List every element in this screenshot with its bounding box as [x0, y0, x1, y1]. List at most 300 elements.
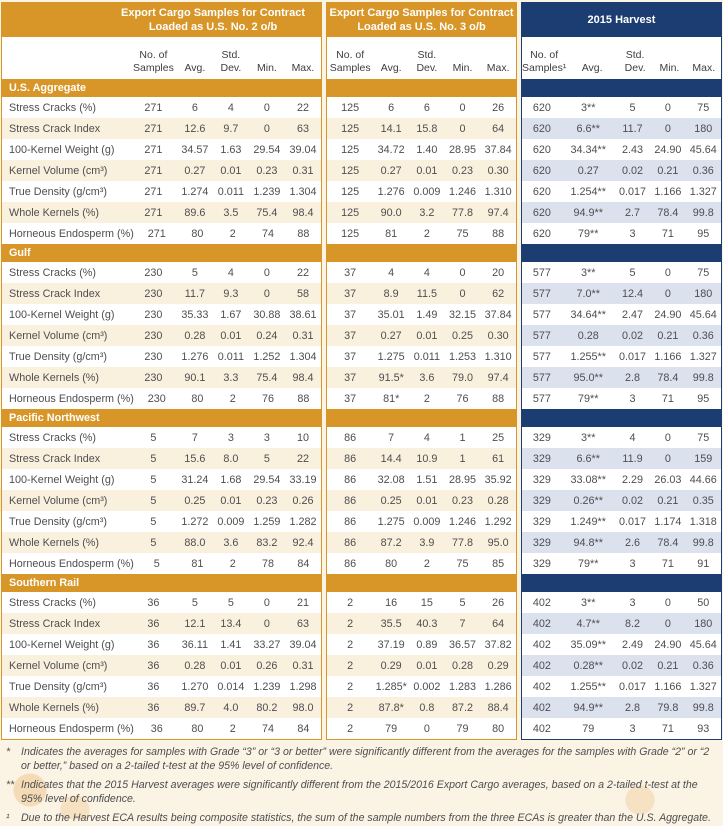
column-header-samples	[130, 49, 177, 75]
cell-samples: 329	[532, 452, 551, 465]
section-title: Southern Rail	[9, 577, 80, 589]
cell-std-dev: 1.63	[220, 143, 242, 156]
cell-max: 88	[492, 392, 505, 405]
cell-min: 0.21	[657, 494, 679, 507]
cell-samples: 86	[344, 515, 357, 528]
cell-max: 21	[296, 596, 309, 609]
row-label: Horneous Endosperm (%)	[9, 392, 134, 405]
cell-samples: 230	[147, 392, 166, 405]
row-label: Horneous Endosperm (%)	[9, 557, 134, 570]
cell-std-dev: 5	[629, 101, 636, 114]
cell-samples: 125	[341, 122, 360, 135]
cell-samples: 86	[344, 473, 357, 486]
cell-min: 87.2	[451, 701, 473, 714]
cell-avg: 37.19	[377, 638, 405, 651]
cell-std-dev: 0.01	[220, 329, 242, 342]
cell-min: 1.166	[654, 680, 682, 693]
cell-min: 30.88	[253, 308, 281, 321]
cell-min: 78	[262, 557, 275, 570]
cell-max: 1.318	[689, 515, 717, 528]
table-row	[2, 511, 321, 532]
cell-samples: 125	[341, 101, 360, 114]
cell-min: 0	[459, 266, 466, 279]
table-row	[2, 181, 321, 202]
row-label: Horneous Endosperm (%)	[9, 722, 134, 735]
table-row	[2, 118, 321, 139]
cell-std-dev: 2	[229, 227, 236, 240]
table-row	[2, 655, 321, 676]
cell-avg: 6.6**	[576, 122, 600, 135]
cell-std-dev: 11.7	[622, 122, 643, 135]
row-label: Stress Cracks (%)	[9, 101, 96, 114]
cell-std-dev: 0.014	[217, 680, 245, 693]
table-row	[522, 655, 721, 676]
cell-min: 33.27	[253, 638, 281, 651]
row-label: Whole Kernels (%)	[9, 536, 100, 549]
cell-std-dev: 1.67	[220, 308, 242, 321]
cell-min: 0	[459, 101, 466, 114]
cell-samples: 37	[344, 371, 357, 384]
cell-std-dev: 3.2	[419, 206, 435, 219]
table-row	[2, 367, 321, 388]
cell-max: 1.298	[289, 680, 317, 693]
cell-avg: 80	[385, 557, 398, 570]
table-row	[2, 160, 321, 181]
cell-min: 75	[456, 227, 469, 240]
row-label: 100-Kernel Weight (g)	[9, 308, 115, 321]
row-label: True Density (g/cm³)	[9, 515, 107, 528]
cell-avg: 1.275	[377, 515, 405, 528]
cell-samples: 125	[341, 227, 360, 240]
cell-avg: 89.6	[184, 206, 206, 219]
cell-min: 0.21	[657, 659, 679, 672]
table-row	[327, 697, 516, 718]
cell-std-dev: 0.017	[618, 350, 646, 363]
cell-max: 10	[296, 431, 309, 444]
cell-std-dev: 2	[423, 227, 430, 240]
cell-max: 95.0	[487, 536, 509, 549]
cell-samples: 37	[344, 287, 357, 300]
cell-samples: 402	[532, 659, 551, 672]
cell-max: 37.84	[484, 308, 512, 321]
cell-std-dev: 4	[227, 266, 234, 279]
cell-max: 61	[492, 452, 505, 465]
cell-min: 71	[661, 722, 674, 735]
cell-samples: 230	[144, 308, 163, 321]
column-header-text: Dev.	[624, 61, 646, 74]
cell-std-dev: 1.41	[220, 638, 242, 651]
cell-samples: 271	[144, 185, 163, 198]
column-headers	[327, 37, 516, 79]
cell-avg: 79	[385, 722, 398, 735]
cell-std-dev: 1.49	[416, 308, 438, 321]
cell-avg: 79	[582, 722, 595, 735]
cell-std-dev: 0.011	[413, 350, 440, 363]
cell-min: 71	[661, 227, 674, 240]
cell-std-dev: 3	[629, 557, 636, 570]
cell-std-dev: 2.47	[621, 308, 643, 321]
cell-max: 26	[492, 101, 505, 114]
cell-avg: 1.285*	[375, 680, 407, 693]
table-row	[2, 634, 321, 655]
cell-min: 79	[456, 722, 469, 735]
table-row	[327, 613, 516, 634]
column-header-text: Min.	[257, 61, 277, 74]
column-header-avg	[373, 62, 409, 75]
cell-min: 71	[661, 392, 674, 405]
cell-min: 0	[664, 101, 671, 114]
cell-std-dev: 0.009	[217, 515, 245, 528]
cell-samples: 37	[344, 266, 357, 279]
column-header-text: Min.	[452, 61, 473, 74]
row-label: Stress Crack Index	[9, 122, 101, 135]
table-row	[2, 202, 321, 223]
cell-min: 0	[664, 122, 671, 135]
cell-std-dev: 3	[227, 431, 234, 444]
cell-min: 0	[263, 287, 270, 300]
cell-std-dev: 2	[229, 722, 236, 735]
cell-std-dev: 2.6	[624, 536, 640, 549]
cell-min: 1.283	[448, 680, 477, 693]
cell-std-dev: 0.02	[621, 164, 643, 177]
row-label: Whole Kernels (%)	[9, 206, 100, 219]
cell-avg: 14.1	[380, 122, 402, 135]
cell-samples: 271	[144, 101, 163, 114]
cell-min: 78.4	[657, 206, 679, 219]
cell-std-dev: 0.01	[416, 659, 438, 672]
cell-avg: 7.0**	[576, 287, 600, 300]
cell-samples: 5	[153, 557, 160, 570]
cell-std-dev: 4	[423, 431, 430, 444]
column-header-text: No. of	[530, 48, 559, 61]
cell-samples: 2	[347, 722, 354, 735]
cell-samples: 402	[532, 638, 551, 651]
cell-samples: 5	[150, 536, 157, 549]
column-header-text: Max.	[692, 61, 716, 74]
column-header-text: Dev.	[220, 61, 242, 74]
cell-max: 88.4	[487, 701, 509, 714]
cell-avg: 79**	[578, 557, 599, 570]
table-row	[522, 223, 721, 244]
cell-avg: 87.2	[380, 536, 402, 549]
cell-max: 97.4	[487, 206, 509, 219]
column-header-avg	[566, 62, 618, 75]
cell-samples: 125	[341, 143, 360, 156]
table-row	[2, 448, 321, 469]
cell-min: 3	[263, 431, 270, 444]
cell-max: 99.8	[692, 206, 714, 219]
table-row	[522, 718, 721, 739]
cell-avg: 81	[385, 227, 398, 240]
cell-std-dev: 0.017	[618, 185, 646, 198]
cell-min: 0	[664, 452, 671, 465]
column-header-text: Avg.	[184, 61, 206, 74]
cell-samples: 402	[532, 617, 551, 630]
cell-min: 0	[263, 596, 270, 609]
table-row	[327, 118, 516, 139]
cell-std-dev: 0.8	[419, 701, 435, 714]
table-row	[327, 160, 516, 181]
cell-min: 24.90	[654, 308, 682, 321]
cell-min: 0	[263, 122, 270, 135]
cell-std-dev: 3.6	[419, 371, 435, 384]
cell-avg: 11.7	[184, 287, 205, 300]
cell-min: 1.239	[253, 680, 281, 693]
column-header-text: Max.	[291, 61, 315, 74]
cell-avg: 79**	[578, 392, 599, 405]
table-row	[2, 532, 321, 553]
cell-std-dev: 2.43	[621, 143, 643, 156]
cell-std-dev: 0.011	[217, 350, 244, 363]
row-label: 100-Kernel Weight (g)	[9, 473, 115, 486]
cell-avg: 7	[191, 431, 198, 444]
cell-std-dev: 9.3	[223, 287, 239, 300]
table-row	[522, 160, 721, 181]
cell-samples: 36	[147, 701, 160, 714]
table-row	[522, 388, 721, 409]
cell-max: 45.64	[689, 143, 717, 156]
cell-avg: 32.08	[377, 473, 405, 486]
cell-std-dev: 2	[229, 392, 236, 405]
row-label: Whole Kernels (%)	[9, 371, 100, 384]
section-band	[2, 409, 321, 427]
footnote-text: Due to the Harvest ECA results being composite statistics, the sum of the sample numbers from the three ECAs is greater than the U.S. Aggregate.	[21, 811, 711, 824]
cell-samples: 577	[532, 329, 551, 342]
table-row	[522, 97, 721, 118]
cell-min: 0	[263, 101, 270, 114]
cell-avg: 4	[388, 266, 395, 279]
cell-avg: 95.0**	[573, 371, 603, 384]
cell-max: 88	[492, 227, 505, 240]
cell-max: 0.28	[487, 494, 509, 507]
table-row	[2, 283, 321, 304]
group-title: Export Cargo Samples for Contract Loaded as U.S. No. 3 o/b	[329, 6, 514, 33]
cell-min: 75	[456, 557, 469, 570]
cell-min: 79.0	[451, 371, 473, 384]
cell-samples: 5	[150, 473, 157, 486]
row-label: True Density (g/cm³)	[9, 350, 107, 363]
footnote-marker: **	[6, 778, 15, 791]
cell-samples: 620	[532, 185, 551, 198]
cell-min: 1.166	[654, 185, 682, 198]
footnotes	[1, 746, 722, 826]
cell-min: 32.15	[448, 308, 477, 321]
cell-max: 1.310	[484, 185, 512, 198]
table-row	[327, 346, 516, 367]
cell-std-dev: 0.02	[621, 494, 643, 507]
cell-samples: 5	[150, 515, 157, 528]
cell-avg: 89.7	[184, 701, 206, 714]
cell-avg: 90.1	[184, 371, 206, 384]
cell-min: 77.8	[451, 206, 473, 219]
cell-avg: 1.254**	[570, 185, 606, 198]
cell-max: 88	[297, 227, 310, 240]
cell-samples: 36	[147, 617, 160, 630]
cell-samples: 329	[532, 515, 551, 528]
table-row	[2, 718, 321, 739]
cell-avg: 7	[388, 431, 395, 444]
section-band	[327, 574, 516, 592]
cell-max: 22	[296, 452, 309, 465]
cell-min: 77.8	[451, 536, 473, 549]
column-headers	[2, 37, 321, 79]
cell-max: 0.29	[487, 659, 509, 672]
statistics-tables	[1, 2, 722, 740]
cell-min: 5	[459, 596, 466, 609]
cell-max: 0.36	[692, 164, 714, 177]
cell-samples: 86	[344, 536, 357, 549]
cell-avg: 35.5	[380, 617, 402, 630]
cell-max: 1.327	[689, 680, 717, 693]
cell-samples: 36	[147, 659, 160, 672]
cell-avg: 0.27	[380, 164, 402, 177]
cell-max: 180	[694, 287, 713, 300]
cell-std-dev: 1.40	[416, 143, 438, 156]
cell-samples: 620	[532, 206, 551, 219]
footnote-marker: ¹	[6, 811, 10, 824]
cell-max: 99.8	[692, 536, 714, 549]
cell-min: 0.21	[657, 329, 679, 342]
cell-std-dev: 15	[420, 596, 433, 609]
cell-max: 1.286	[484, 680, 512, 693]
cell-max: 75	[697, 431, 710, 444]
section-band	[2, 574, 321, 592]
table-row	[327, 532, 516, 553]
table-row	[2, 613, 321, 634]
table-row	[327, 448, 516, 469]
cell-avg: 6	[191, 101, 198, 114]
cell-std-dev: 4	[227, 101, 234, 114]
cell-avg: 35.01	[377, 308, 405, 321]
cell-min: 1.246	[448, 185, 477, 198]
cell-avg: 1.249**	[570, 515, 606, 528]
cell-avg: 81*	[383, 392, 400, 405]
cell-std-dev: 0.01	[220, 164, 242, 177]
cell-std-dev: 0.009	[413, 515, 441, 528]
cell-avg: 35.33	[181, 308, 209, 321]
cell-max: 45.64	[689, 308, 717, 321]
column-header-min	[652, 62, 686, 75]
cell-min: 75.4	[256, 206, 278, 219]
cell-max: 99.8	[692, 701, 714, 714]
column-header-text: No. of	[336, 48, 365, 61]
cell-avg: 80	[191, 392, 204, 405]
table-row	[2, 427, 321, 448]
cell-avg: 81	[191, 557, 204, 570]
table-row	[327, 592, 516, 613]
cell-samples: 37	[344, 392, 357, 405]
group-title: Export Cargo Samples for Contract Loaded as U.S. No. 2 o/b	[121, 6, 305, 33]
cell-min: 75.4	[256, 371, 278, 384]
cell-max: 84	[297, 722, 310, 735]
cell-avg: 1.255**	[570, 350, 606, 363]
cell-samples: 2	[347, 659, 354, 672]
table-row	[2, 223, 321, 244]
cell-max: 63	[296, 122, 309, 135]
table-row	[522, 181, 721, 202]
cell-samples: 329	[532, 494, 551, 507]
table-row	[522, 511, 721, 532]
cell-min: 0.23	[451, 164, 473, 177]
cell-min: 0.23	[256, 164, 278, 177]
cell-avg: 33.08**	[570, 473, 606, 486]
cell-avg: 0.28	[184, 329, 206, 342]
cell-std-dev: 1.51	[416, 473, 438, 486]
cell-min: 1.246	[448, 515, 477, 528]
cell-max: 95	[697, 227, 710, 240]
cell-samples: 37	[344, 329, 357, 342]
cell-samples: 620	[532, 101, 551, 114]
row-label: 100-Kernel Weight (g)	[9, 143, 115, 156]
cell-max: 0.36	[692, 659, 714, 672]
table-row	[327, 325, 516, 346]
cell-samples: 329	[532, 557, 551, 570]
cell-min: 80.2	[256, 701, 278, 714]
table-row	[327, 223, 516, 244]
cell-avg: 16	[385, 596, 398, 609]
cell-avg: 3**	[581, 596, 596, 609]
cell-avg: 12.1	[184, 617, 206, 630]
cell-min: 0.23	[256, 494, 278, 507]
cell-samples: 230	[144, 266, 163, 279]
cell-max: 99.8	[692, 371, 714, 384]
cell-min: 0	[664, 596, 671, 609]
cell-max: 0.36	[692, 329, 714, 342]
cell-min: 5	[263, 452, 270, 465]
table-row	[522, 325, 721, 346]
table-row	[327, 511, 516, 532]
cell-max: 63	[296, 617, 309, 630]
group-header-no2	[2, 3, 321, 37]
column-header-text: Avg.	[380, 61, 402, 74]
cell-avg: 0.25	[184, 494, 206, 507]
section-band	[327, 79, 516, 97]
cell-samples: 329	[532, 473, 551, 486]
column-header-text: Samples¹	[522, 61, 567, 74]
cell-min: 26.03	[654, 473, 682, 486]
cell-min: 76	[262, 392, 275, 405]
cell-avg: 0.27	[184, 164, 206, 177]
cell-min: 0	[664, 266, 671, 279]
cell-samples: 577	[532, 350, 551, 363]
cell-max: 0.26	[292, 494, 314, 507]
column-header-max	[480, 62, 516, 75]
cell-avg: 8.9	[383, 287, 399, 300]
cell-std-dev: 8.0	[223, 452, 239, 465]
cell-std-dev: 2	[423, 557, 430, 570]
table-row	[522, 139, 721, 160]
cell-avg: 1.276	[181, 350, 209, 363]
cell-max: 20	[492, 266, 505, 279]
cell-std-dev: 3.3	[223, 371, 239, 384]
cell-max: 33.19	[289, 473, 317, 486]
cell-samples: 37	[344, 350, 357, 363]
cell-min: 1.253	[448, 350, 477, 363]
table-row	[2, 388, 321, 409]
cell-max: 1.292	[484, 515, 512, 528]
cell-min: 0.28	[451, 659, 473, 672]
cell-max: 38.61	[289, 308, 317, 321]
table-row	[522, 490, 721, 511]
cell-min: 71	[661, 557, 674, 570]
cell-max: 64	[492, 122, 505, 135]
cell-min: 7	[459, 617, 466, 630]
table-row	[327, 634, 516, 655]
cell-avg: 94.9**	[573, 701, 603, 714]
cell-std-dev: 0.02	[621, 329, 643, 342]
cell-samples: 577	[532, 308, 551, 321]
table-row	[522, 262, 721, 283]
